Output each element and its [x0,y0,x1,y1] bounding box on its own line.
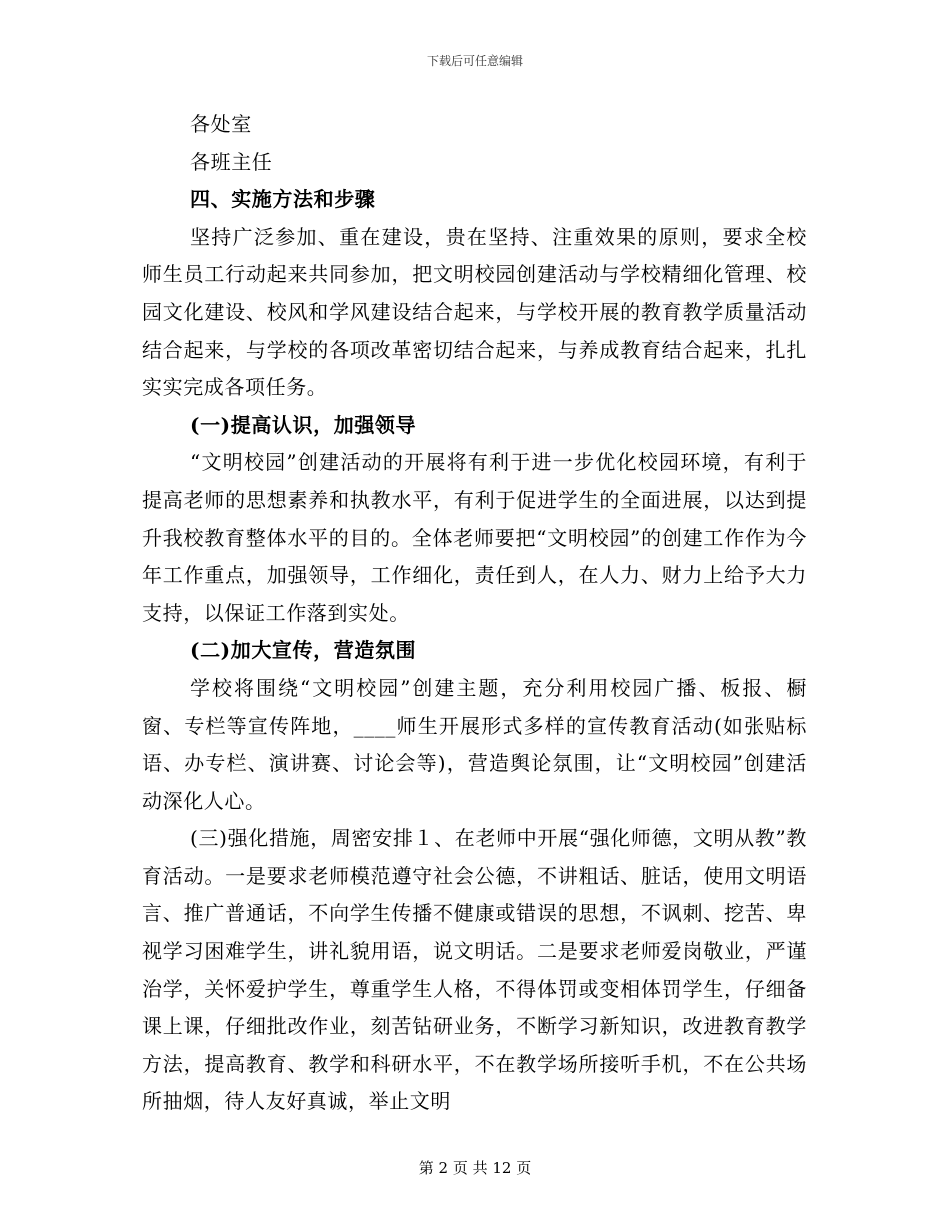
subsection-2-paragraph: 学校将围绕“文明校园”创建主题，充分利用校园广播、板报、橱窗、专栏等宣传阵地，____师生开展形式多样的宣传教育活动(如张贴标语、办专栏、演讲赛、讨论会等)，营造舆论氛围，让“文明校园”创建活动深化人心。 [142,675,807,813]
addressee-headteachers: 各班主任 [190,149,273,174]
subsection-1-paragraph: “文明校园”创建活动的开展将有利于进一步优化校园环境，有利于提高老师的思想素养和执教水平，有利于促进学生的全面进展，以达到提升我校教育整体水平的目的。全体老师要把“文明校园”的创建工作作为今年工作重点，加强领导，工作细化，责任到人，在人力、财力上给予大力支持，以保证工作落到实处。 [142,450,807,625]
document-body [142,106,807,1121]
addressee-offices: 各处室 [190,112,252,136]
section-4-paragraph: 坚持广泛参加、重在建设，贵在坚持、注重效果的原则，要求全校师生员工行动起来共同参加，把文明校园创建活动与学校精细化管理、校园文化建设、校风和学风建设结合起来，与学校开展的教育教学质量活动结合起来，与学校的各项改革密切结合起来，与养成教育结合起来，扎扎实实完成各项任务。 [142,224,807,400]
page-number: 第 2 页 共 12 页 [418,1159,532,1177]
subsection-3-paragraph: (三)强化措施，周密安排１、在老师中开展“强化师德，文明从教”教育活动。一是要求老师模范遵守社会公德，不讲粗话、脏话，使用文明语言、推广普通话，不向学生传播不健康或错误的思想，不讽刺、挖苦、卑视学习困难学生，讲礼貌用语，说文明话。二是要求老师爱岗敬业，严谨治学，关怀爱护学生，尊重学生人格，不得体罚或变相体罚学生，仔细备课上课，仔细批改作业，刻苦钻研业务，不断学习新知识，改进教育教学方法，提高教育、教学和科研水平，不在教学场所接听手机，不在公共场所抽烟，待人友好真诚，举止文明 [142,826,807,1114]
section-4-heading: 四、实施方法和步骤 [190,187,376,212]
page-header-note: 下载后可任意编辑 [426,54,523,68]
subsection-1-heading: (一)提高认识，加强领导 [190,412,417,437]
subsection-2-heading: (二)加大宣传，营造氛围 [190,638,417,663]
